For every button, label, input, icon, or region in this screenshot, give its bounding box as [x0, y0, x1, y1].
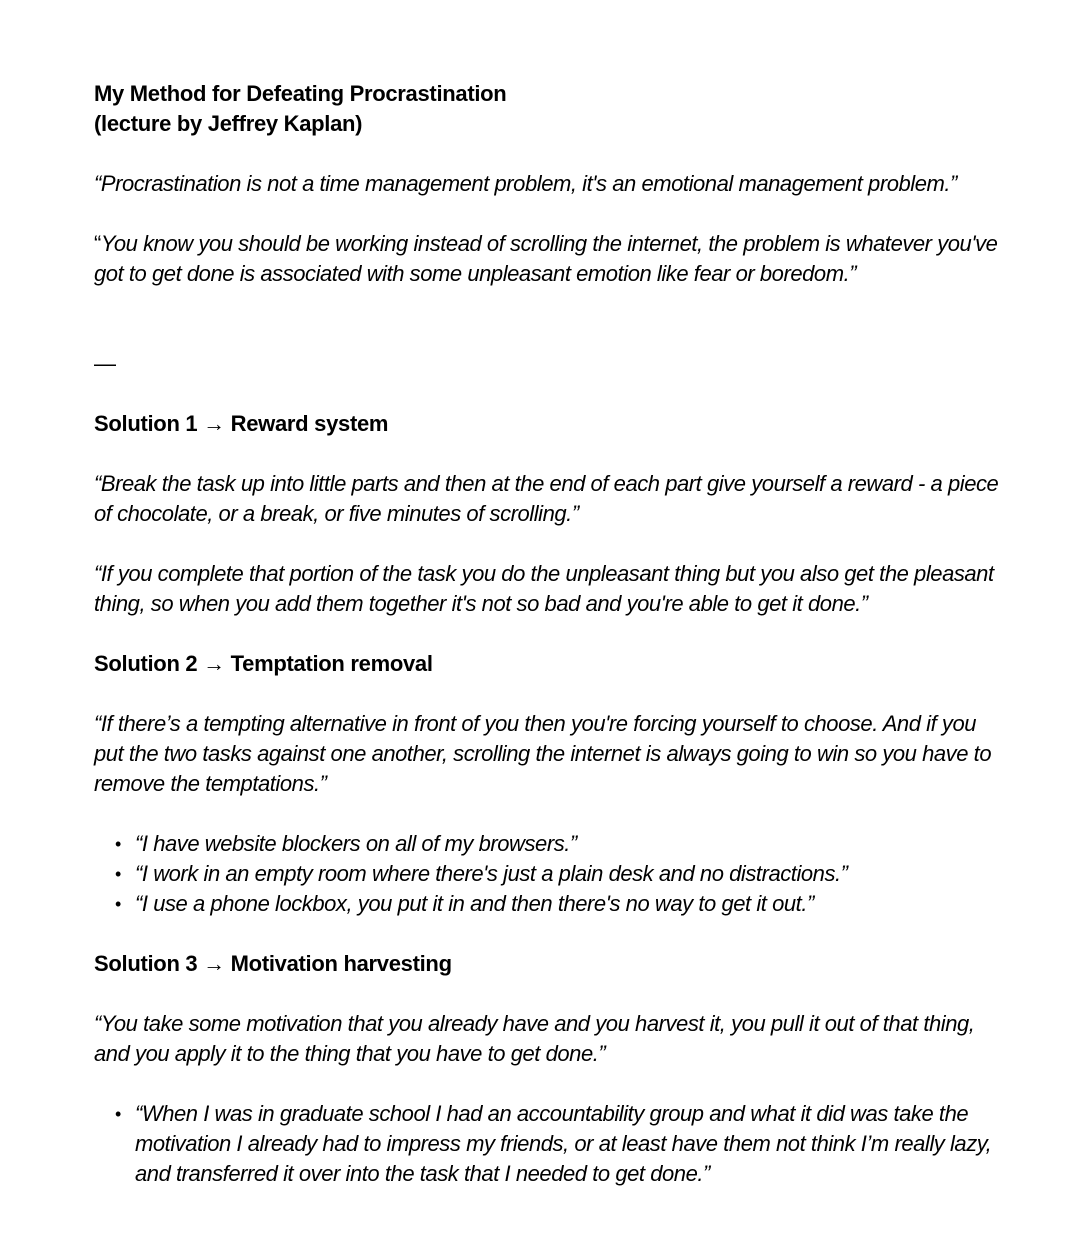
- title-line-1: My Method for Defeating Procrastination: [94, 81, 507, 106]
- solution-3-bullet-list: [94, 1099, 1004, 1189]
- title-line-2: (lecture by Jeffrey Kaplan): [94, 111, 363, 136]
- solution-1-quote-2: “If you complete that portion of the task you do the unpleasant thing but you also get the pleasant thing, so when you add them together it's not so bad and you're able to get it done.”: [94, 561, 994, 616]
- solution-1-heading: Solution 1 → Reward system: [94, 411, 389, 436]
- solution-1-quote-1: “Break the task up into little parts and then at the end of each part give yourself a reward - a piece of chocolate, or a break, or five minutes of scrolling.”: [94, 471, 999, 526]
- solution-3-heading: Solution 3 → Motivation harvesting: [94, 951, 452, 976]
- intro-quote-2-open-mark: “: [94, 231, 101, 256]
- list-item: • “I work in an empty room where there's just a plain desk and no distractions.”: [135, 859, 1004, 889]
- solution-2-heading: Solution 2 → Temptation removal: [94, 651, 433, 676]
- document-title: [94, 79, 1004, 139]
- intro-quote-1: “Procrastination is not a time management problem, it's an emotional management problem.”: [94, 171, 957, 196]
- list-item: • “I have website blockers on all of my browsers.”: [135, 829, 1004, 859]
- solution-2-bullet-list: [94, 829, 1004, 919]
- list-item: • “I use a phone lockbox, you put it in and then there's no way to get it out.”: [135, 889, 1004, 919]
- intro-quote-2: [94, 229, 1004, 289]
- intro-quote-2-text: You know you should be working instead of scrolling the internet, the problem is whatever you've got to get done is associated with some unpleasant emotion like fear or boredom.”: [94, 231, 998, 286]
- solution-3-quote-1: “You take some motivation that you already have and you harvest it, you pull it out of that thing, and you apply it to the thing that you have to get done.”: [94, 1011, 975, 1066]
- list-item: • “When I was in graduate school I had an accountability group and what it did was take the motivation I already had to impress my friends, or at least have them not think I’m really lazy, and transferred it over into the task that I needed to get done.”: [135, 1099, 1004, 1189]
- document-page: [94, 79, 1004, 1189]
- solution-2-quote-1: “If there’s a tempting alternative in front of you then you're forcing yourself to choose. And if you put the two tasks against one another, scrolling the internet is always going to win so you have to remove the temptations.”: [94, 711, 992, 796]
- section-divider: —: [94, 351, 116, 376]
